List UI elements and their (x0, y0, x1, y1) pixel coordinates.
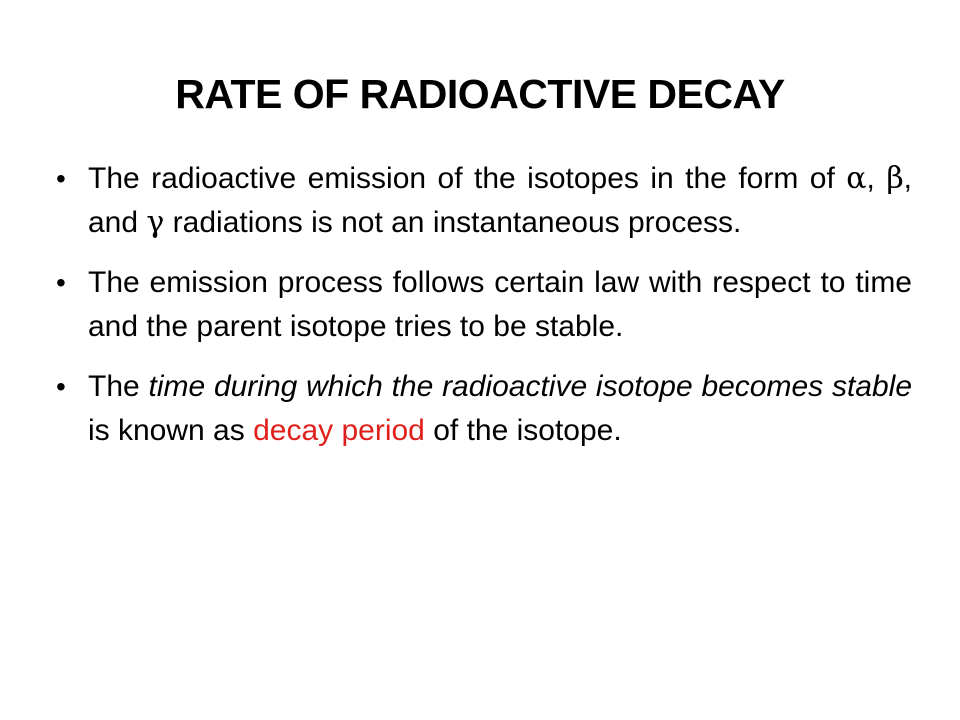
bullet-list (56, 157, 938, 469)
bullet-text: The emission process follows certain law with respect to time and the parent isotope tries to be stable. (88, 266, 912, 343)
bullet-icon: • (56, 267, 66, 298)
bullet-icon: • (56, 371, 66, 402)
decay-period-highlight: decay period (253, 414, 425, 447)
beta-symbol: β (886, 161, 904, 196)
separator: , and (88, 162, 938, 239)
bullet-item-decay-period (56, 365, 912, 453)
bullet-text: The radioactive emission of the isotopes in the form of (88, 162, 847, 195)
gamma-symbol: γ (146, 205, 165, 240)
bullet-item-emission (56, 157, 938, 245)
bullet-text: of the isotope. (424, 414, 622, 447)
bullet-text: The (88, 370, 149, 403)
bullet-text: is known as (88, 414, 254, 447)
alpha-symbol: α (846, 161, 867, 196)
slide-title: RATE OF RADIOACTIVE DECAY (175, 71, 785, 117)
bullet-icon: • (56, 163, 66, 194)
bullet-item-law (56, 261, 912, 349)
bullet-text: radiations is not an instantaneous process. (164, 206, 742, 239)
separator: , (866, 162, 887, 195)
italic-definition: time during which the radioactive isotope becomes stable (148, 370, 913, 403)
